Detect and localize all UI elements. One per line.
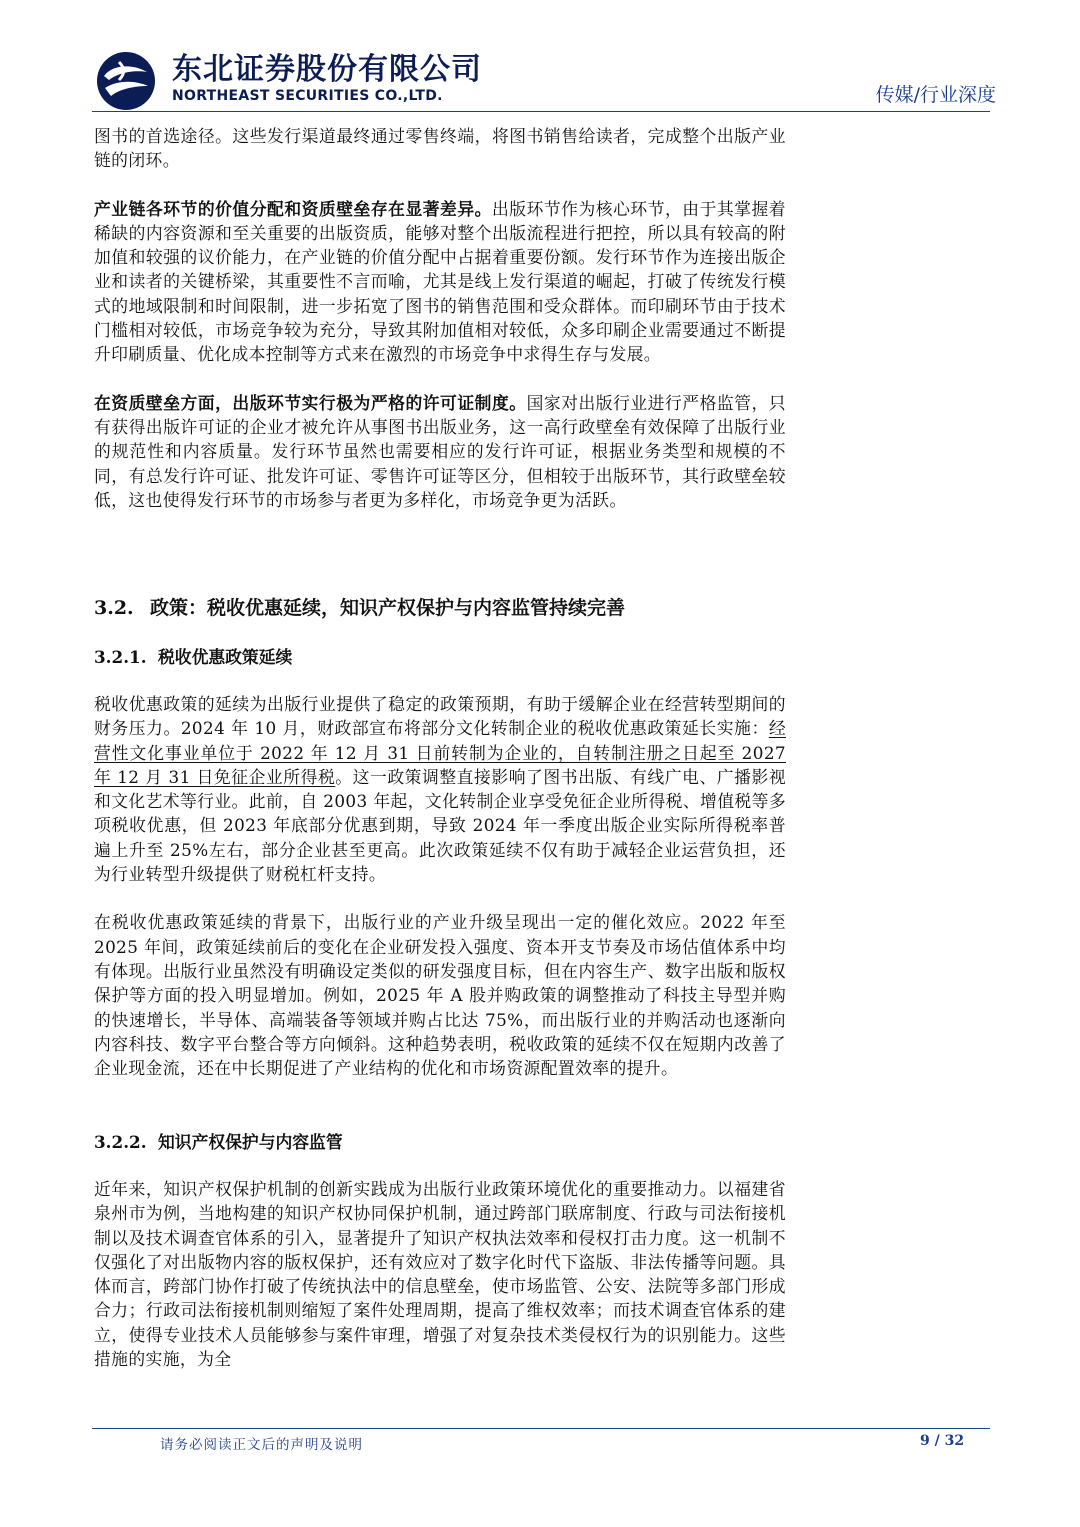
underlined-text: 经营性文化事业单位于 2022 年 12 月 31 日前转制为企业的，自转制注册之日起至 2027 年 12 月 31 日免征企业所得税 xyxy=(94,718,786,787)
footer-divider xyxy=(92,1428,990,1429)
company-logo-icon xyxy=(95,50,157,112)
paragraph-lead: 产业链各环节的价值分配和资质壁垒存在显著差异。 xyxy=(94,198,492,219)
section-heading-3-2-2 xyxy=(94,1130,343,1154)
company-name-cn: 东北证券股份有限公司 xyxy=(172,52,482,87)
section-number: 3.2.2. xyxy=(94,1132,147,1152)
section-number: 3.2. xyxy=(94,597,134,619)
paragraph: 在税收优惠政策延续的背景下，出版行业的产业升级呈现出一定的催化效应。2022 年至 2025 年间，政策延续前后的变化在企业研发投入强度、资本开支节奏及市场估值体系中均有体现。出版行业虽然没有明确设定类似的研发强度目标，但在内容生产、数字出版和版权保护等方面的投入明显增加。例如，2025 年 A 股并购政策的调整推动了科技主导型并购的快速增长，半导体、高端装备等领域并购占比达 75%，而出版行业的并购活动也逐渐向内容科技、数字平台整合等方向倾斜。这种趋势表明，税收政策的延续不仅在短期内改善了企业现金流，还在中长期促进了产业结构的优化和市场资源配置效率的提升。 xyxy=(94,912,786,1079)
paragraph: 近年来，知识产权保护机制的创新实践成为出版行业政策环境优化的重要推动力。以福建省泉州市为例，当地构建的知识产权协同保护机制，通过跨部门联席制度、行政与司法衔接机制以及技术调查官体系的引入，显著提升了知识产权执法效率和侵权打击力度。这一机制不仅强化了对出版物内容的版权保护，还有效应对了数字化时代下盗版、非法传播等问题。具体而言，跨部门协作打破了传统执法中的信息壁垒，使市场监管、公安、法院等多部门形成合力；行政司法衔接机制则缩短了案件处理周期，提高了维权效率；而技术调查官体系的建立，使得专业技术人员能够参与案件审理，增强了对复杂技术类侵权行为的识别能力。这些措施的实施，为全 xyxy=(94,1179,786,1370)
header-divider xyxy=(92,111,990,112)
page-number: 9 / 32 xyxy=(920,1433,965,1449)
paragraph xyxy=(94,197,786,367)
intro-section xyxy=(94,124,786,512)
paragraph-text: 出版环节作为核心环节，由于其掌握着稀缺的内容资源和至关重要的出版资质，能够对整个出版流程进行把控，所以具有较高的附加值和较强的议价能力，在产业链的价值分配中占据着重要份额。发行环节作为连接出版企业和读者的关键桥梁，其重要性不言而喻，尤其是线上发行渠道的崛起，打破了传统发行模式的地域限制和时间限制，进一步拓宽了图书的销售范围和受众群体。而印刷环节由于技术门槛相对较低，市场竞争较为充分，导致其附加值相对较低，众多印刷企业需要通过不断提升印刷质量、优化成本控制等方式来在激烈的市场竞争中求得生存与发展。 xyxy=(94,198,786,365)
paragraph: 图书的首选途径。这些发行渠道最终通过零售终端，将图书销售给读者，完成整个出版产业链的闭环。 xyxy=(94,126,786,171)
section-heading-3-2-1 xyxy=(94,645,292,669)
section-heading-3-2 xyxy=(94,594,625,622)
document-category: 传媒/行业深度 xyxy=(875,84,996,106)
section-title: 知识产权保护与内容监管 xyxy=(158,1132,343,1152)
paragraph-text: 。这一政策调整直接影响了图书出版、有线广电、广播影视和文化艺术等行业。此前，自 2003 年起，文化转制企业享受免征企业所得税、增值税等多项税收优惠，但 2023 年底部分优惠到期，导致 2024 年一季度出版企业实际所得税率普遍上升至 25%左右，部分企业甚至更高。此次政策延续不仅有助于减轻企业运营负担，还为行业转型升级提供了财税杠杆支持。 xyxy=(94,766,786,885)
footer-disclaimer: 请务必阅读正文后的声明及说明 xyxy=(160,1437,363,1453)
section-title: 税收优惠政策延续 xyxy=(158,647,293,667)
paragraph-text: 税收优惠政策的延续为出版行业提供了稳定的政策预期，有助于缓解企业在经营转型期间的财务压力。2024 年 10 月，财政部宣布将部分文化转制企业的税收优惠政策延长实施： xyxy=(94,694,786,739)
paragraph-lead: 在资质壁垒方面，出版环节实行极为严格的许可证制度。 xyxy=(94,392,527,413)
paragraph xyxy=(94,391,786,512)
paragraph-text: 国家对出版行业进行严格监管，只有获得出版许可证的企业才被允许从事图书出版业务，这一高行政壁垒有效保障了出版行业的规范性和内容质量。发行环节虽然也需要相应的发行许可证，根据业务类型和规模的不同，有总发行许可证、批发许可证、零售许可证等区分，但相较于出版环节，其行政壁垒较低，这也使得发行环节的市场参与者更为多样化，市场竞争更为活跃。 xyxy=(94,392,786,510)
page-header xyxy=(0,0,1080,112)
section-3-2-1-body xyxy=(94,692,786,1080)
paragraph xyxy=(94,692,786,886)
section-title: 政策：税收优惠延续，知识产权保护与内容监管持续完善 xyxy=(150,597,626,619)
section-number: 3.2.1. xyxy=(94,647,147,667)
company-name-en: NORTHEAST SECURITIES CO.,LTD. xyxy=(172,88,443,104)
section-3-2-2-body xyxy=(94,1177,786,1371)
